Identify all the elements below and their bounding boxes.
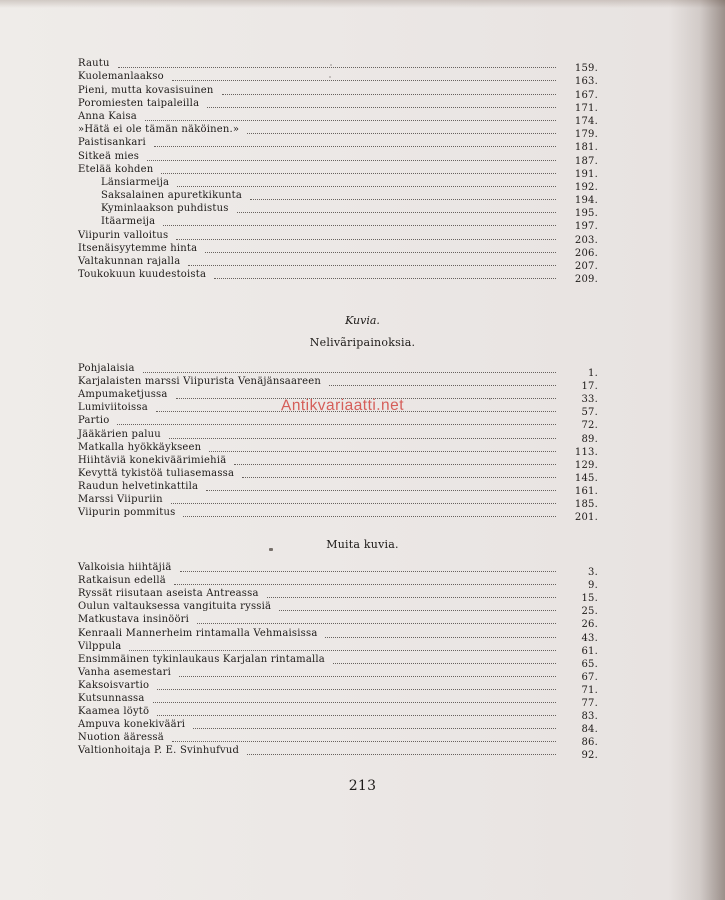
page-number: 167. <box>574 89 598 101</box>
contents-title: Etelää kohden <box>78 163 154 175</box>
leader-dots <box>147 159 556 161</box>
page-number: 17. <box>581 381 598 393</box>
page-number: 84. <box>581 724 598 736</box>
page-number: 187. <box>574 155 598 167</box>
page-number: 61. <box>581 645 598 657</box>
leader-dots <box>177 185 556 187</box>
contents-title: Valtakunnan rajalla <box>78 256 181 267</box>
page-number: 1. <box>588 368 598 380</box>
leader-dots <box>172 740 556 742</box>
contents-row <box>78 122 598 141</box>
contents-row <box>78 599 598 618</box>
contents-title: Lumiviitoissa <box>78 402 148 414</box>
leader-dots <box>333 662 556 664</box>
page-number: 207. <box>574 261 598 272</box>
contents-row <box>78 69 598 88</box>
contents-row <box>78 135 598 154</box>
contents-title: Vilppula <box>78 640 122 652</box>
leader-dots <box>174 583 556 585</box>
contents-row <box>78 652 598 670</box>
leader-dots <box>242 476 556 478</box>
print-mark <box>269 548 273 551</box>
page-number: 179. <box>574 129 598 141</box>
page-number: 92. <box>581 750 598 762</box>
contents-row <box>78 227 598 246</box>
contents-title: Ryssät riisutaan aseista Antreassa <box>78 588 259 600</box>
contents-title: Valkoisia hiihtäjiä <box>78 562 172 574</box>
contents-row <box>78 479 598 497</box>
contents-row <box>78 374 598 393</box>
page-number: 65. <box>581 658 598 670</box>
chapter-contents-list <box>78 56 598 286</box>
contents-row <box>78 188 598 207</box>
contents-row <box>78 730 598 749</box>
contents-row <box>78 56 598 75</box>
leader-dots <box>179 675 556 677</box>
contents-title: Anna Kaisa <box>78 110 137 122</box>
antikvariaatti-watermark: Antikvariaatti.net <box>280 396 404 415</box>
leader-dots <box>161 172 556 174</box>
leader-dots <box>154 145 556 147</box>
leader-dots <box>153 701 556 703</box>
page-number: 195. <box>574 208 598 220</box>
page-number: 171. <box>574 102 598 114</box>
contents-title: Matkalla hyökkäykseen <box>78 441 202 453</box>
leader-dots <box>183 515 556 517</box>
leader-dots <box>250 198 556 200</box>
leader-dots <box>129 649 556 651</box>
contents-title: Paistisankari <box>78 137 146 149</box>
page-number: 9. <box>588 580 598 592</box>
leader-dots <box>206 489 556 491</box>
contents-title: Viipurin pommitus <box>78 507 176 519</box>
contents-row <box>78 492 598 511</box>
leader-dots <box>169 437 556 439</box>
leader-dots <box>247 753 556 755</box>
page-number: 145. <box>574 472 598 484</box>
other-images-list <box>78 560 598 762</box>
page-number: 159. <box>574 63 598 75</box>
contents-row <box>78 175 598 193</box>
leader-dots <box>267 596 556 598</box>
contents-title: Viipurin valloitus <box>78 229 169 241</box>
contents-title: Pieni, mutta kovasisuinen <box>78 84 214 96</box>
contents-title: Ensimmäinen tykinlaukaus Karjalan rintamalla <box>78 653 325 665</box>
page-number: 72. <box>581 420 598 432</box>
leader-dots <box>118 66 556 68</box>
page-number: 163. <box>574 76 598 88</box>
page-number: 57. <box>581 407 598 419</box>
leader-dots <box>214 277 556 279</box>
contents-row <box>78 505 598 524</box>
contents-row <box>78 453 598 471</box>
contents-title: Matkustava insinööri <box>78 614 190 626</box>
page-number: 15. <box>581 593 598 605</box>
leader-dots <box>193 727 556 729</box>
contents-title: Saksalainen apuretkikunta <box>101 190 243 202</box>
contents-title: Vanha asemestari <box>78 666 171 678</box>
contents-title: Valtionhoitaja P. E. Svinhufvud <box>78 745 240 757</box>
contents-title: Kutsunnassa <box>78 693 145 705</box>
contents-title: Toukokuun kuudestoista <box>78 269 207 281</box>
page-number: 206. <box>574 247 598 259</box>
contents-title: Hiihtäviä konekiväärimiehiä <box>78 454 227 466</box>
leader-dots <box>205 251 556 253</box>
color-prints-heading: Nelivãripainoksia. <box>309 336 416 349</box>
contents-title: Jääkärien paluu <box>78 428 161 440</box>
contents-title: Kenraali Mannerheim rintamalla Vehmaisissa <box>78 627 318 639</box>
contents-row <box>78 96 598 114</box>
contents-row <box>78 678 598 696</box>
contents-title: Länsiarmeija <box>101 176 170 188</box>
contents-row <box>78 612 598 631</box>
contents-row <box>78 361 598 380</box>
contents-title: Partio <box>78 415 110 427</box>
page-number: 129. <box>574 459 598 471</box>
page-number: 71. <box>581 684 598 696</box>
leader-dots <box>247 132 556 134</box>
page-number: 194. <box>574 195 598 207</box>
contents-title: Kyminlaakson puhdistus <box>101 203 229 215</box>
contents-row <box>78 254 598 272</box>
leader-dots <box>234 463 556 465</box>
contents-row <box>78 665 598 683</box>
contents-title: Ratkaisun edellä <box>78 575 166 587</box>
leader-dots <box>180 570 556 572</box>
page-number: 67. <box>581 671 598 683</box>
contents-row <box>78 586 598 605</box>
contents-row <box>78 201 598 220</box>
page-number: 203. <box>574 234 598 246</box>
page-number: 43. <box>581 632 598 644</box>
contents-row <box>78 573 598 592</box>
page-number: 161. <box>574 485 598 497</box>
contents-row <box>78 704 598 723</box>
contents-row <box>78 639 598 657</box>
page-spine-shadow <box>669 0 725 900</box>
page-number: 33. <box>581 394 598 406</box>
contents-row <box>78 691 598 710</box>
contents-row <box>78 625 598 644</box>
contents-title: Ampuva konekivääri <box>78 719 186 731</box>
contents-title: Kuolemanlaakso <box>78 71 164 83</box>
leader-dots <box>176 238 556 240</box>
contents-row <box>78 241 598 259</box>
contents-title: Oulun valtauksessa vangituita ryssiä <box>78 601 272 613</box>
contents-row <box>78 267 598 286</box>
leader-dots <box>209 450 556 452</box>
contents-title: Poromiesten taipaleilla <box>78 97 200 109</box>
contents-title: Sitkeä mies <box>78 150 140 162</box>
page-number: 192. <box>574 181 598 193</box>
contents-row <box>78 466 598 484</box>
page-number: 3. <box>588 567 598 579</box>
leader-dots <box>222 93 556 95</box>
page-number: 197. <box>574 221 598 233</box>
contents-title: Kaksoisvartio <box>78 679 150 691</box>
contents-title: Rautu <box>78 58 110 70</box>
contents-row <box>78 162 598 180</box>
page-number: 113. <box>574 446 598 458</box>
leader-dots <box>329 384 556 386</box>
contents-title: Kaamea löytö <box>78 706 150 718</box>
contents-title: Kevyttä tykistöä tuliasemassa <box>78 467 235 479</box>
page-number: 26. <box>581 619 598 631</box>
leader-dots <box>117 423 556 425</box>
contents-title: Itsenäisyytemme hinta <box>78 242 198 254</box>
page-number: 86. <box>581 737 598 749</box>
leader-dots <box>197 622 556 624</box>
leader-dots <box>172 79 556 81</box>
contents-title: Ampumaketjussa <box>78 389 168 401</box>
leader-dots <box>163 224 556 226</box>
leader-dots <box>237 211 556 213</box>
leader-dots <box>157 688 556 690</box>
images-section-heading: Kuvia. <box>345 314 380 327</box>
contents-row <box>78 109 598 127</box>
page-number: 77. <box>581 698 598 710</box>
page-footer-number: 213 <box>348 778 377 794</box>
leader-dots <box>171 502 556 504</box>
contents-title: Nuotion ääressä <box>78 732 164 744</box>
leader-dots <box>207 106 556 108</box>
leader-dots <box>143 371 556 373</box>
color-prints-list <box>78 361 598 524</box>
leader-dots <box>157 714 556 716</box>
leader-dots <box>325 636 556 638</box>
page-number: 181. <box>574 142 598 154</box>
other-images-heading: Muita kuvia. <box>326 538 399 551</box>
contents-title: Karjalaisten marssi Viipurista Venäjänsaareen <box>78 376 321 388</box>
page-number: 209. <box>574 274 598 286</box>
contents-title: Raudun helvetinkattila <box>78 480 199 492</box>
page-number: 25. <box>581 606 598 618</box>
leader-dots <box>188 264 556 266</box>
contents-row <box>78 560 598 579</box>
contents-title: Pohjalaisia <box>78 363 135 375</box>
leader-dots <box>145 119 556 121</box>
contents-row <box>78 148 598 167</box>
contents-row <box>78 717 598 736</box>
page-top-shadow <box>0 0 725 8</box>
page-number: 174. <box>574 115 598 127</box>
leader-dots <box>279 609 556 611</box>
contents-row <box>78 214 598 233</box>
page-number: 185. <box>574 499 598 511</box>
contents-row <box>78 82 598 101</box>
page-number: 201. <box>574 512 598 524</box>
page-number: 89. <box>581 433 598 445</box>
contents-row <box>78 743 598 762</box>
contents-title: Itäarmeija <box>101 216 156 228</box>
contents-title: »Hätä ei ole tämän näköinen.» <box>78 124 240 136</box>
contents-row <box>78 426 598 445</box>
contents-row <box>78 413 598 432</box>
page-number: 83. <box>581 711 598 723</box>
contents-title: Marssi Viipuriin <box>78 494 163 506</box>
contents-row <box>78 440 598 458</box>
page-number: 191. <box>574 168 598 180</box>
